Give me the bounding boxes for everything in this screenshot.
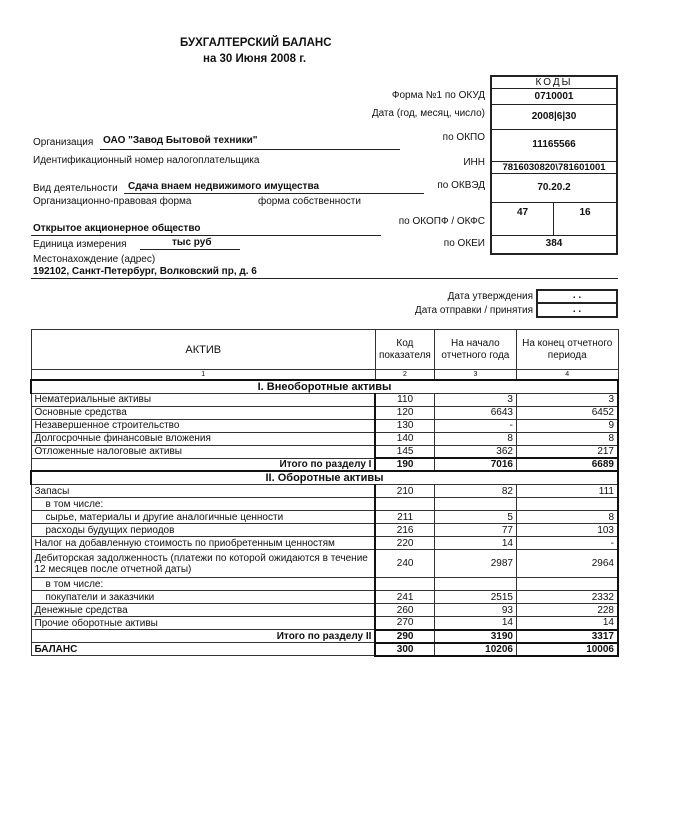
inn-value: 7816030820\781601001: [492, 162, 616, 174]
row-start-value: 77: [434, 524, 516, 537]
row-name: в том числе:: [31, 498, 375, 511]
row-code: 210: [375, 485, 434, 498]
row-code: 211: [375, 511, 434, 524]
row-end-value: -: [516, 537, 618, 550]
row-start-value: 82: [434, 485, 516, 498]
row-end-value: 6452: [516, 406, 618, 419]
header-name: АКТИВ: [31, 330, 375, 370]
activity-label: Вид деятельности: [33, 183, 118, 194]
row-name: Дебиторская задолженность (платежи по которой ожидаются в течение 12 месяцев после отчетной даты): [31, 550, 375, 578]
row-name: Отложенные налоговые активы: [31, 445, 375, 458]
row-code: 190: [375, 458, 434, 471]
table-row: [31, 498, 618, 511]
codes-title: КОДЫ: [492, 77, 616, 89]
table-row: [31, 524, 618, 537]
row-code: 130: [375, 419, 434, 432]
row-end-value: 3: [516, 393, 618, 406]
row-start-value: 2515: [434, 591, 516, 604]
table-row: [31, 458, 618, 471]
row-start-value: -: [434, 419, 516, 432]
inn-label: Идентификационный номер налогоплательщика: [33, 155, 260, 166]
org-label: Организация: [33, 137, 94, 148]
inn-code-label: ИНН: [463, 157, 485, 168]
row-start-value: 8: [434, 432, 516, 445]
row-code: 260: [375, 604, 434, 617]
unit-value: тыс руб: [172, 237, 212, 248]
table-row: [31, 550, 618, 578]
table-row: [31, 432, 618, 445]
row-start-value: 5: [434, 511, 516, 524]
header-end: На конец отчетного периода: [516, 330, 618, 370]
row-name: БАЛАНС: [31, 643, 375, 656]
row-code: 300: [375, 643, 434, 656]
codes-frame: [490, 75, 618, 255]
colnum: 4: [516, 370, 618, 380]
table-row: [31, 406, 618, 419]
row-start-value: 7016: [434, 458, 516, 471]
date-label: Дата (год, месяц, число): [371, 108, 485, 119]
header-code: Код показателя: [375, 330, 434, 370]
row-end-value: 228: [516, 604, 618, 617]
row-start-value: [434, 498, 516, 511]
okved-label: по ОКВЭД: [437, 180, 485, 191]
approved-value: . .: [536, 289, 618, 303]
row-code: 145: [375, 445, 434, 458]
okpo-value: 11165566: [492, 130, 616, 162]
colnum: 3: [434, 370, 516, 380]
row-end-value: 14: [516, 617, 618, 630]
row-name: Прочие оборотные активы: [31, 617, 375, 630]
okei-label: по ОКЕИ: [443, 238, 485, 249]
okpo-label: по ОКПО: [442, 132, 485, 143]
row-start-value: 2987: [434, 550, 516, 578]
table-row: [31, 393, 618, 406]
row-name: расходы будущих периодов: [31, 524, 375, 537]
row-start-value: 10206: [434, 643, 516, 656]
row-end-value: 3317: [516, 630, 618, 643]
okei-value: 384: [545, 238, 563, 249]
sent-label: Дата отправки / принятия: [414, 305, 533, 316]
table-row: [31, 604, 618, 617]
approved-label: Дата утверждения: [447, 291, 533, 302]
table-row: [31, 643, 618, 656]
report-title: БУХГАЛТЕРСКИЙ БАЛАНС: [180, 37, 332, 49]
row-code: 140: [375, 432, 434, 445]
colnum: 2: [375, 370, 434, 380]
ownership-label: форма собственности: [258, 196, 361, 207]
row-end-value: 6689: [516, 458, 618, 471]
row-end-value: 8: [516, 432, 618, 445]
row-name: Долгосрочные финансовые вложения: [31, 432, 375, 445]
row-code: 110: [375, 393, 434, 406]
row-end-value: 111: [516, 485, 618, 498]
header-start: На начало отчетного года: [434, 330, 516, 370]
table-row: [31, 578, 618, 591]
row-code: 216: [375, 524, 434, 537]
table-row: [31, 511, 618, 524]
org-value: ОАО "Завод Бытовой техники": [103, 135, 258, 146]
table-row: [31, 419, 618, 432]
okved-value: 70.20.2: [492, 174, 616, 203]
table-row: [31, 380, 618, 394]
row-code: [375, 578, 434, 591]
row-name: Налог на добавленную стоимость по приобретенным ценностям: [31, 537, 375, 550]
okopf-label: по ОКОПФ / ОКФС: [398, 216, 485, 227]
table-row: [31, 445, 618, 458]
row-code: 290: [375, 630, 434, 643]
table-row: [31, 537, 618, 550]
row-start-value: 14: [434, 617, 516, 630]
legal-form-label: Организационно-правовая форма: [33, 196, 192, 207]
section-title: I. Внеоборотные активы: [31, 380, 618, 394]
row-start-value: 362: [434, 445, 516, 458]
row-name: Итого по разделу I: [31, 458, 375, 471]
table-row: [31, 591, 618, 604]
report-date: на 30 Июня 2008 г.: [203, 53, 307, 65]
row-name: Запасы: [31, 485, 375, 498]
row-end-value: [516, 578, 618, 591]
row-name: в том числе:: [31, 578, 375, 591]
row-end-value: [516, 498, 618, 511]
address-label: Местонахождение (адрес): [33, 254, 156, 265]
colnum: 1: [31, 370, 375, 380]
row-start-value: 6643: [434, 406, 516, 419]
okfs-value: 16: [554, 203, 616, 236]
row-end-value: 8: [516, 511, 618, 524]
row-name: Основные средства: [31, 406, 375, 419]
table-row: [31, 471, 618, 485]
okopf-value: 47: [492, 203, 554, 236]
table-row: [31, 617, 618, 630]
row-start-value: [434, 578, 516, 591]
row-code: 120: [375, 406, 434, 419]
row-start-value: 3: [434, 393, 516, 406]
unit-label: Единица измерения: [33, 239, 127, 250]
row-name: Денежные средства: [31, 604, 375, 617]
row-name: Нематериальные активы: [31, 393, 375, 406]
address-value: 192102, Санкт-Петербург, Волковский пр, д. 6: [33, 266, 257, 277]
row-code: 220: [375, 537, 434, 550]
table-row: [31, 485, 618, 498]
activity-value: Сдача внаем недвижимого имущества: [128, 181, 320, 192]
okud-label: Форма №1 по ОКУД: [391, 90, 485, 101]
row-end-value: 10006: [516, 643, 618, 656]
row-start-value: 3190: [434, 630, 516, 643]
legal-form-value: Открытое акционерное общество: [33, 223, 201, 234]
row-name: сырье, материалы и другие аналогичные ценности: [31, 511, 375, 524]
row-end-value: 103: [516, 524, 618, 537]
date-value: 2008|6|30: [492, 105, 616, 130]
row-name: покупатели и заказчики: [31, 591, 375, 604]
okud-value: 0710001: [492, 89, 616, 105]
row-start-value: 93: [434, 604, 516, 617]
sent-value: . .: [536, 303, 618, 318]
row-name: Итого по разделу II: [31, 630, 375, 643]
row-end-value: 217: [516, 445, 618, 458]
row-end-value: 9: [516, 419, 618, 432]
row-end-value: 2332: [516, 591, 618, 604]
row-start-value: 14: [434, 537, 516, 550]
row-name: Незавершенное строительство: [31, 419, 375, 432]
row-code: 240: [375, 550, 434, 578]
row-end-value: 2964: [516, 550, 618, 578]
balance-table: [30, 329, 619, 657]
row-code: 270: [375, 617, 434, 630]
row-code: 241: [375, 591, 434, 604]
table-row: [31, 630, 618, 643]
row-code: [375, 498, 434, 511]
section-title: II. Оборотные активы: [31, 471, 618, 485]
